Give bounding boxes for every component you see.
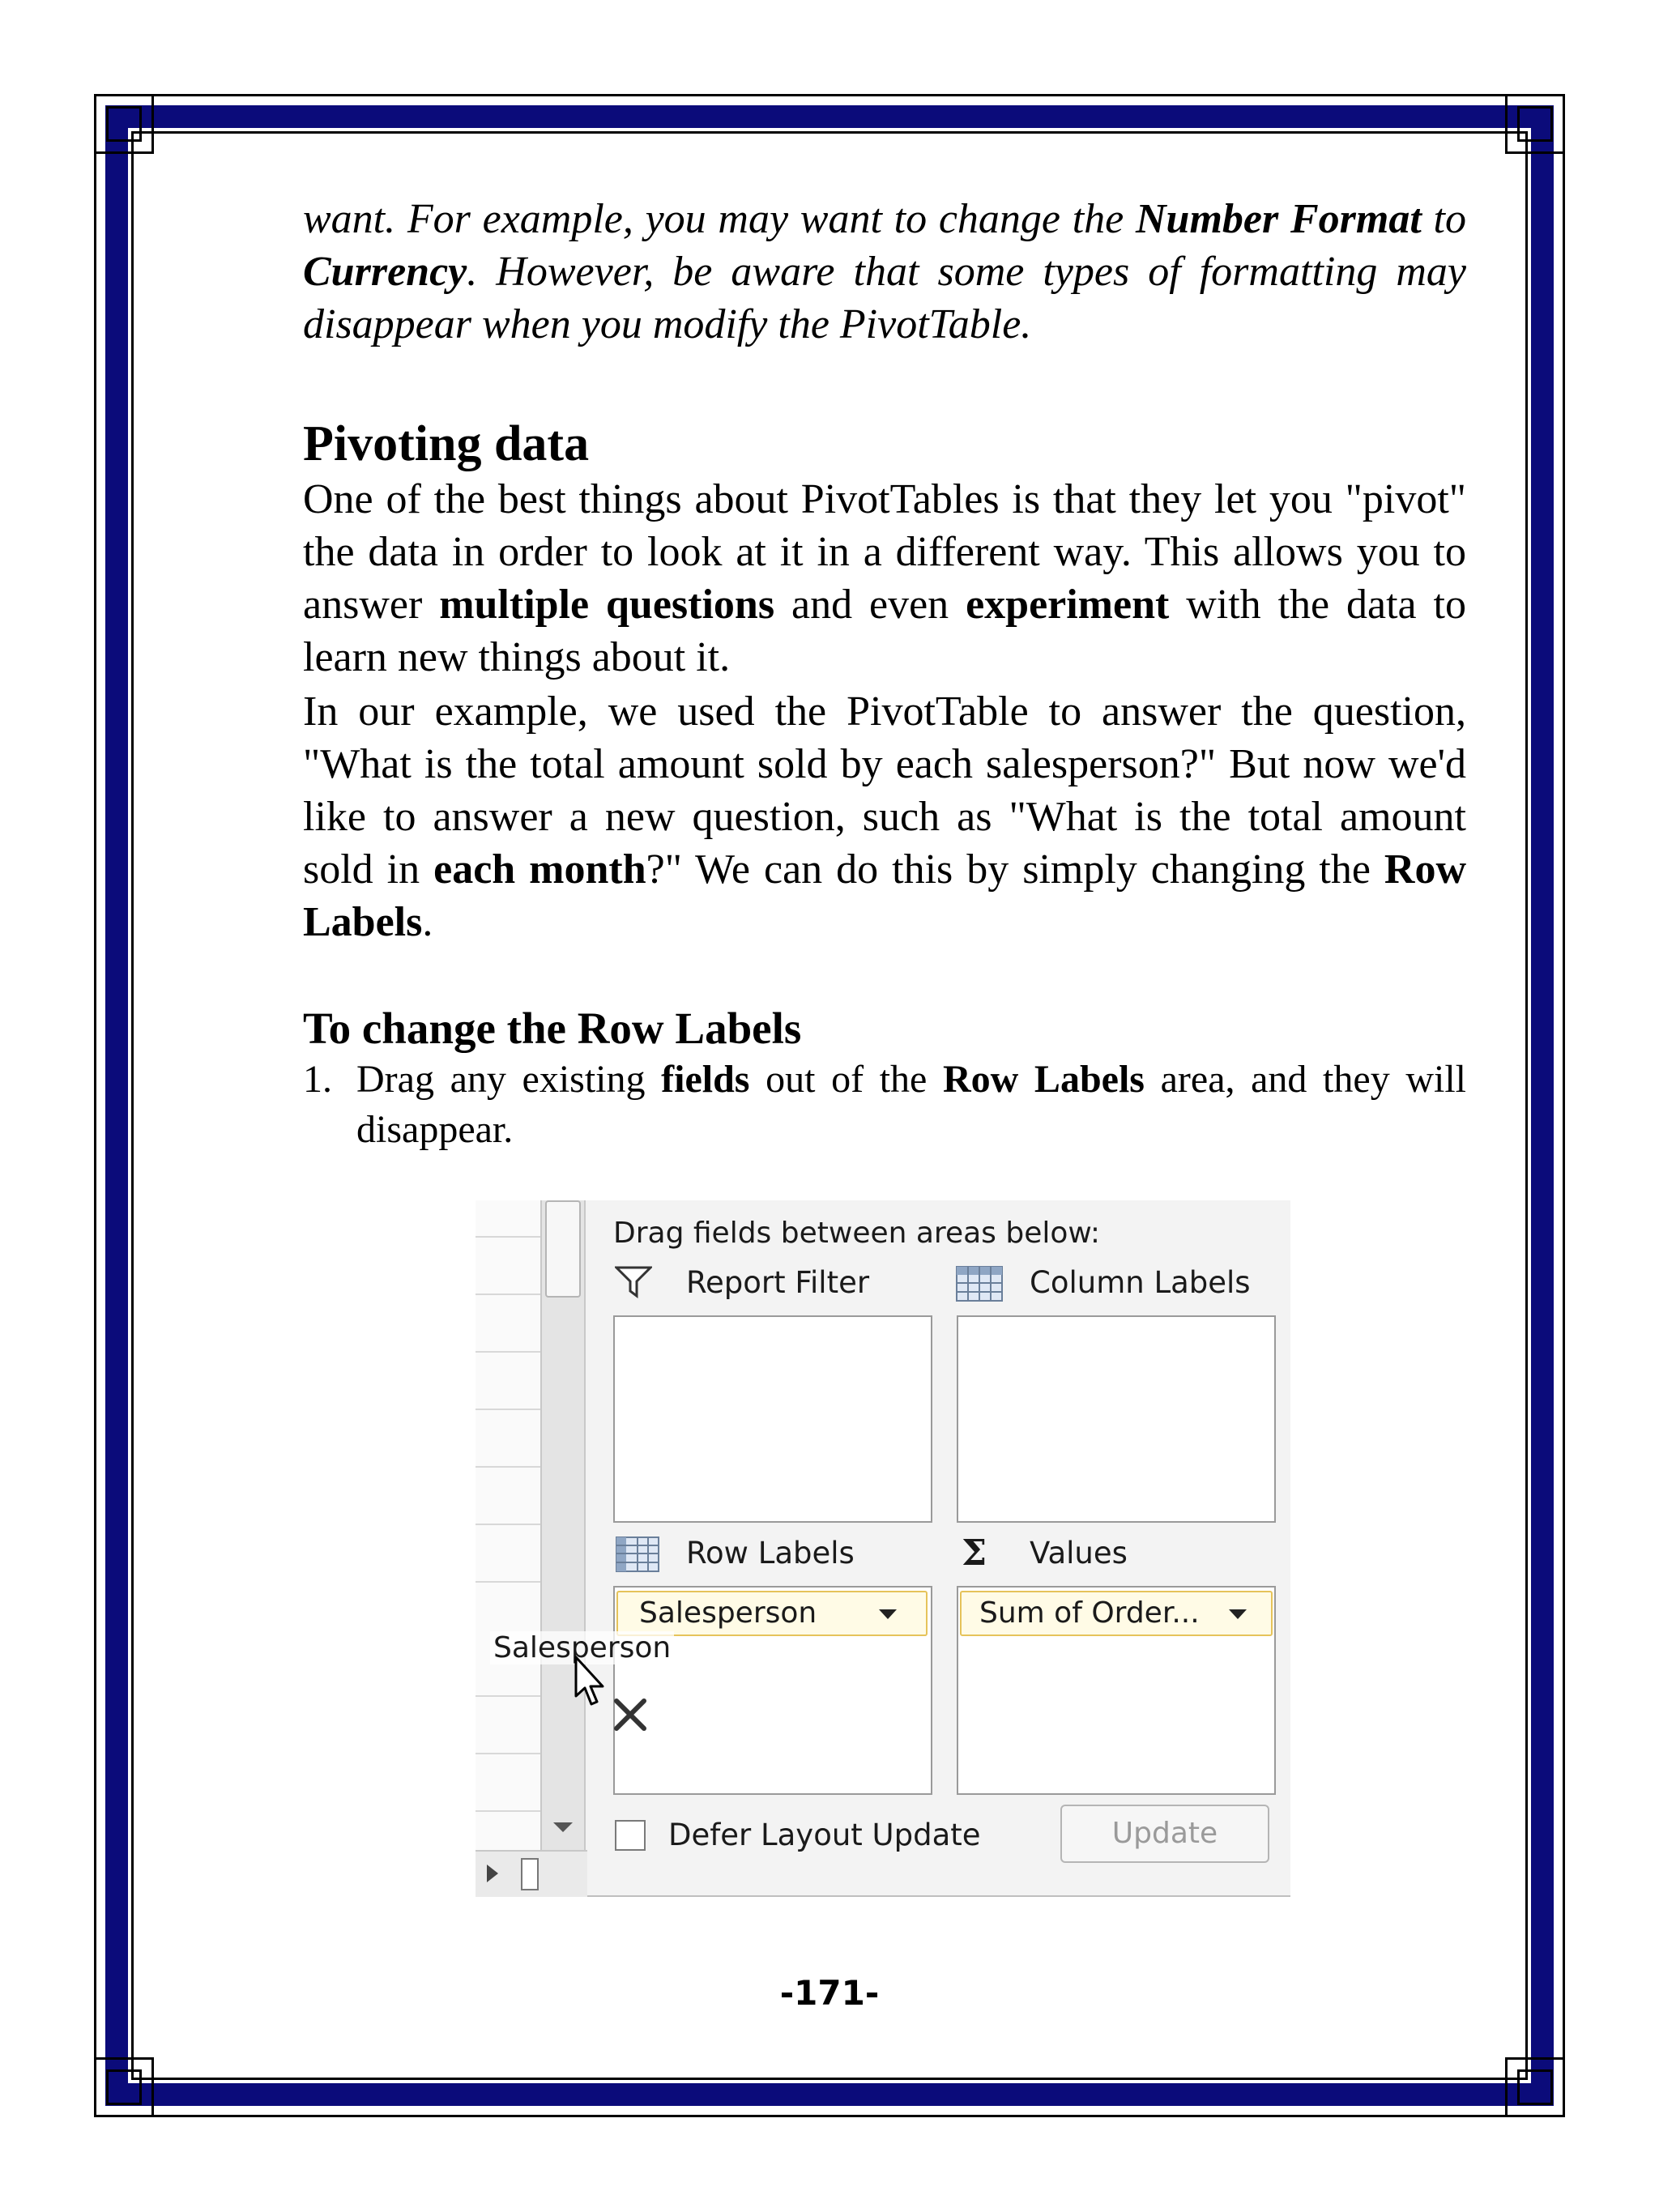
vertical-scrollbar[interactable] [540, 1200, 586, 1895]
intro-text-3: . However, be aware that some types of formatting may disappear when you modify the PivotTable. [303, 249, 1466, 347]
pivoting-p2-bold-2: Row Labels [303, 846, 1466, 945]
mouse-pointer-icon [574, 1656, 610, 1709]
intro-text-2: to [1421, 196, 1466, 242]
scrollbar-thumb[interactable] [545, 1200, 581, 1298]
column-labels-icon [955, 1265, 1004, 1302]
step-bold-1: fields [661, 1058, 750, 1101]
row-chip-label: Salesperson [639, 1596, 817, 1630]
drag-fields-hint: Drag fields between areas below: [613, 1217, 1100, 1250]
pivoting-p2-text-3: . [422, 899, 433, 945]
remove-field-icon [612, 1696, 649, 1733]
worksheet-gridline [476, 1236, 540, 1238]
step-number: 1. [303, 1058, 332, 1101]
step-bold-2: Row Labels [942, 1058, 1145, 1101]
scroll-down-arrow-icon[interactable] [553, 1822, 573, 1832]
intro-paragraph [303, 193, 1466, 351]
worksheet-gridline [476, 1753, 540, 1754]
pivoting-p1-text-3: with the data to learn new things about it. [303, 582, 1466, 680]
page-number: -171- [779, 1973, 880, 2013]
steps-list [303, 1055, 1466, 1155]
worksheet-gridline [476, 1294, 540, 1295]
report-filter-drop-area[interactable] [613, 1315, 932, 1523]
pivoting-p1-text-2: and even [774, 582, 966, 628]
pivoting-p2-bold-1: each month [433, 846, 646, 893]
sheet-tab-splitter[interactable] [521, 1858, 539, 1890]
column-labels-drop-area[interactable] [957, 1315, 1276, 1523]
pivoting-p1-text-1: One of the best things about PivotTables is that they let you "pivot" the data in order to look at it in a different way. This allows you to answer [303, 476, 1466, 628]
row-labels-field-salesperson[interactable] [616, 1591, 928, 1636]
corner-ornament-bottom-right [1505, 2057, 1565, 2117]
sheet-tab-next-icon[interactable] [487, 1865, 498, 1882]
report-filter-label: Report Filter [686, 1265, 870, 1300]
pivoting-paragraph-2 [303, 685, 1466, 948]
pivoting-p1-bold-1: multiple questions [439, 582, 775, 628]
worksheet-gridline [476, 1810, 540, 1812]
row-labels-icon [615, 1536, 660, 1573]
dragged-field-ghost: Salesperson [490, 1631, 674, 1664]
step-text-2: out of the [749, 1058, 943, 1101]
worksheet-gridline [476, 1524, 540, 1525]
pivoting-p1-bold-2: experiment [966, 582, 1170, 628]
step-text-1: Drag any existing [356, 1058, 662, 1101]
step-text-3: area, and they will disappear. [356, 1058, 1467, 1151]
corner-ornament-top-right [1505, 94, 1565, 154]
section-heading-change-row-labels: To change the Row Labels [303, 1004, 802, 1053]
update-button[interactable]: Update [1060, 1805, 1269, 1863]
column-labels-label: Column Labels [1030, 1265, 1251, 1300]
pivoting-paragraph-1 [303, 473, 1466, 684]
corner-ornament-top-left [94, 94, 154, 154]
filter-icon [615, 1265, 652, 1299]
pivot-field-list-screenshot [476, 1200, 1290, 1897]
worksheet-gridline [476, 1466, 540, 1468]
step-item [303, 1055, 1466, 1155]
defer-layout-update-label: Defer Layout Update [668, 1818, 981, 1852]
values-chip-label: Sum of Order... [979, 1596, 1200, 1630]
values-label: Values [1030, 1536, 1128, 1571]
chevron-down-icon[interactable] [879, 1609, 897, 1619]
worksheet-edge [476, 1200, 540, 1897]
worksheet-gridline [476, 1409, 540, 1410]
worksheet-gridline [476, 1351, 540, 1353]
worksheet-gridline [476, 1581, 540, 1583]
section-heading-pivoting: Pivoting data [303, 416, 590, 471]
pivoting-p2-text-1: In our example, we used the PivotTable to answer the question, "What is the total amount sold by each salesperson?" But now we'd like to answer a new question, such as "What is the total amount sold in [303, 688, 1466, 893]
sigma-icon: Σ [962, 1532, 987, 1574]
worksheet-gridline [476, 1695, 540, 1697]
pivoting-p2-text-2: ?" We can do this by simply changing the [646, 846, 1384, 893]
values-field-sum-of-order[interactable] [960, 1591, 1273, 1636]
intro-bold-number-format: Number Format [1136, 196, 1422, 242]
intro-text-1: want. For example, you may want to change the [303, 196, 1136, 242]
row-labels-label: Row Labels [686, 1536, 855, 1571]
intro-bold-currency: Currency [303, 249, 467, 295]
corner-ornament-bottom-left [94, 2057, 154, 2117]
chevron-down-icon[interactable] [1229, 1609, 1247, 1619]
defer-layout-update-checkbox[interactable] [615, 1820, 646, 1851]
